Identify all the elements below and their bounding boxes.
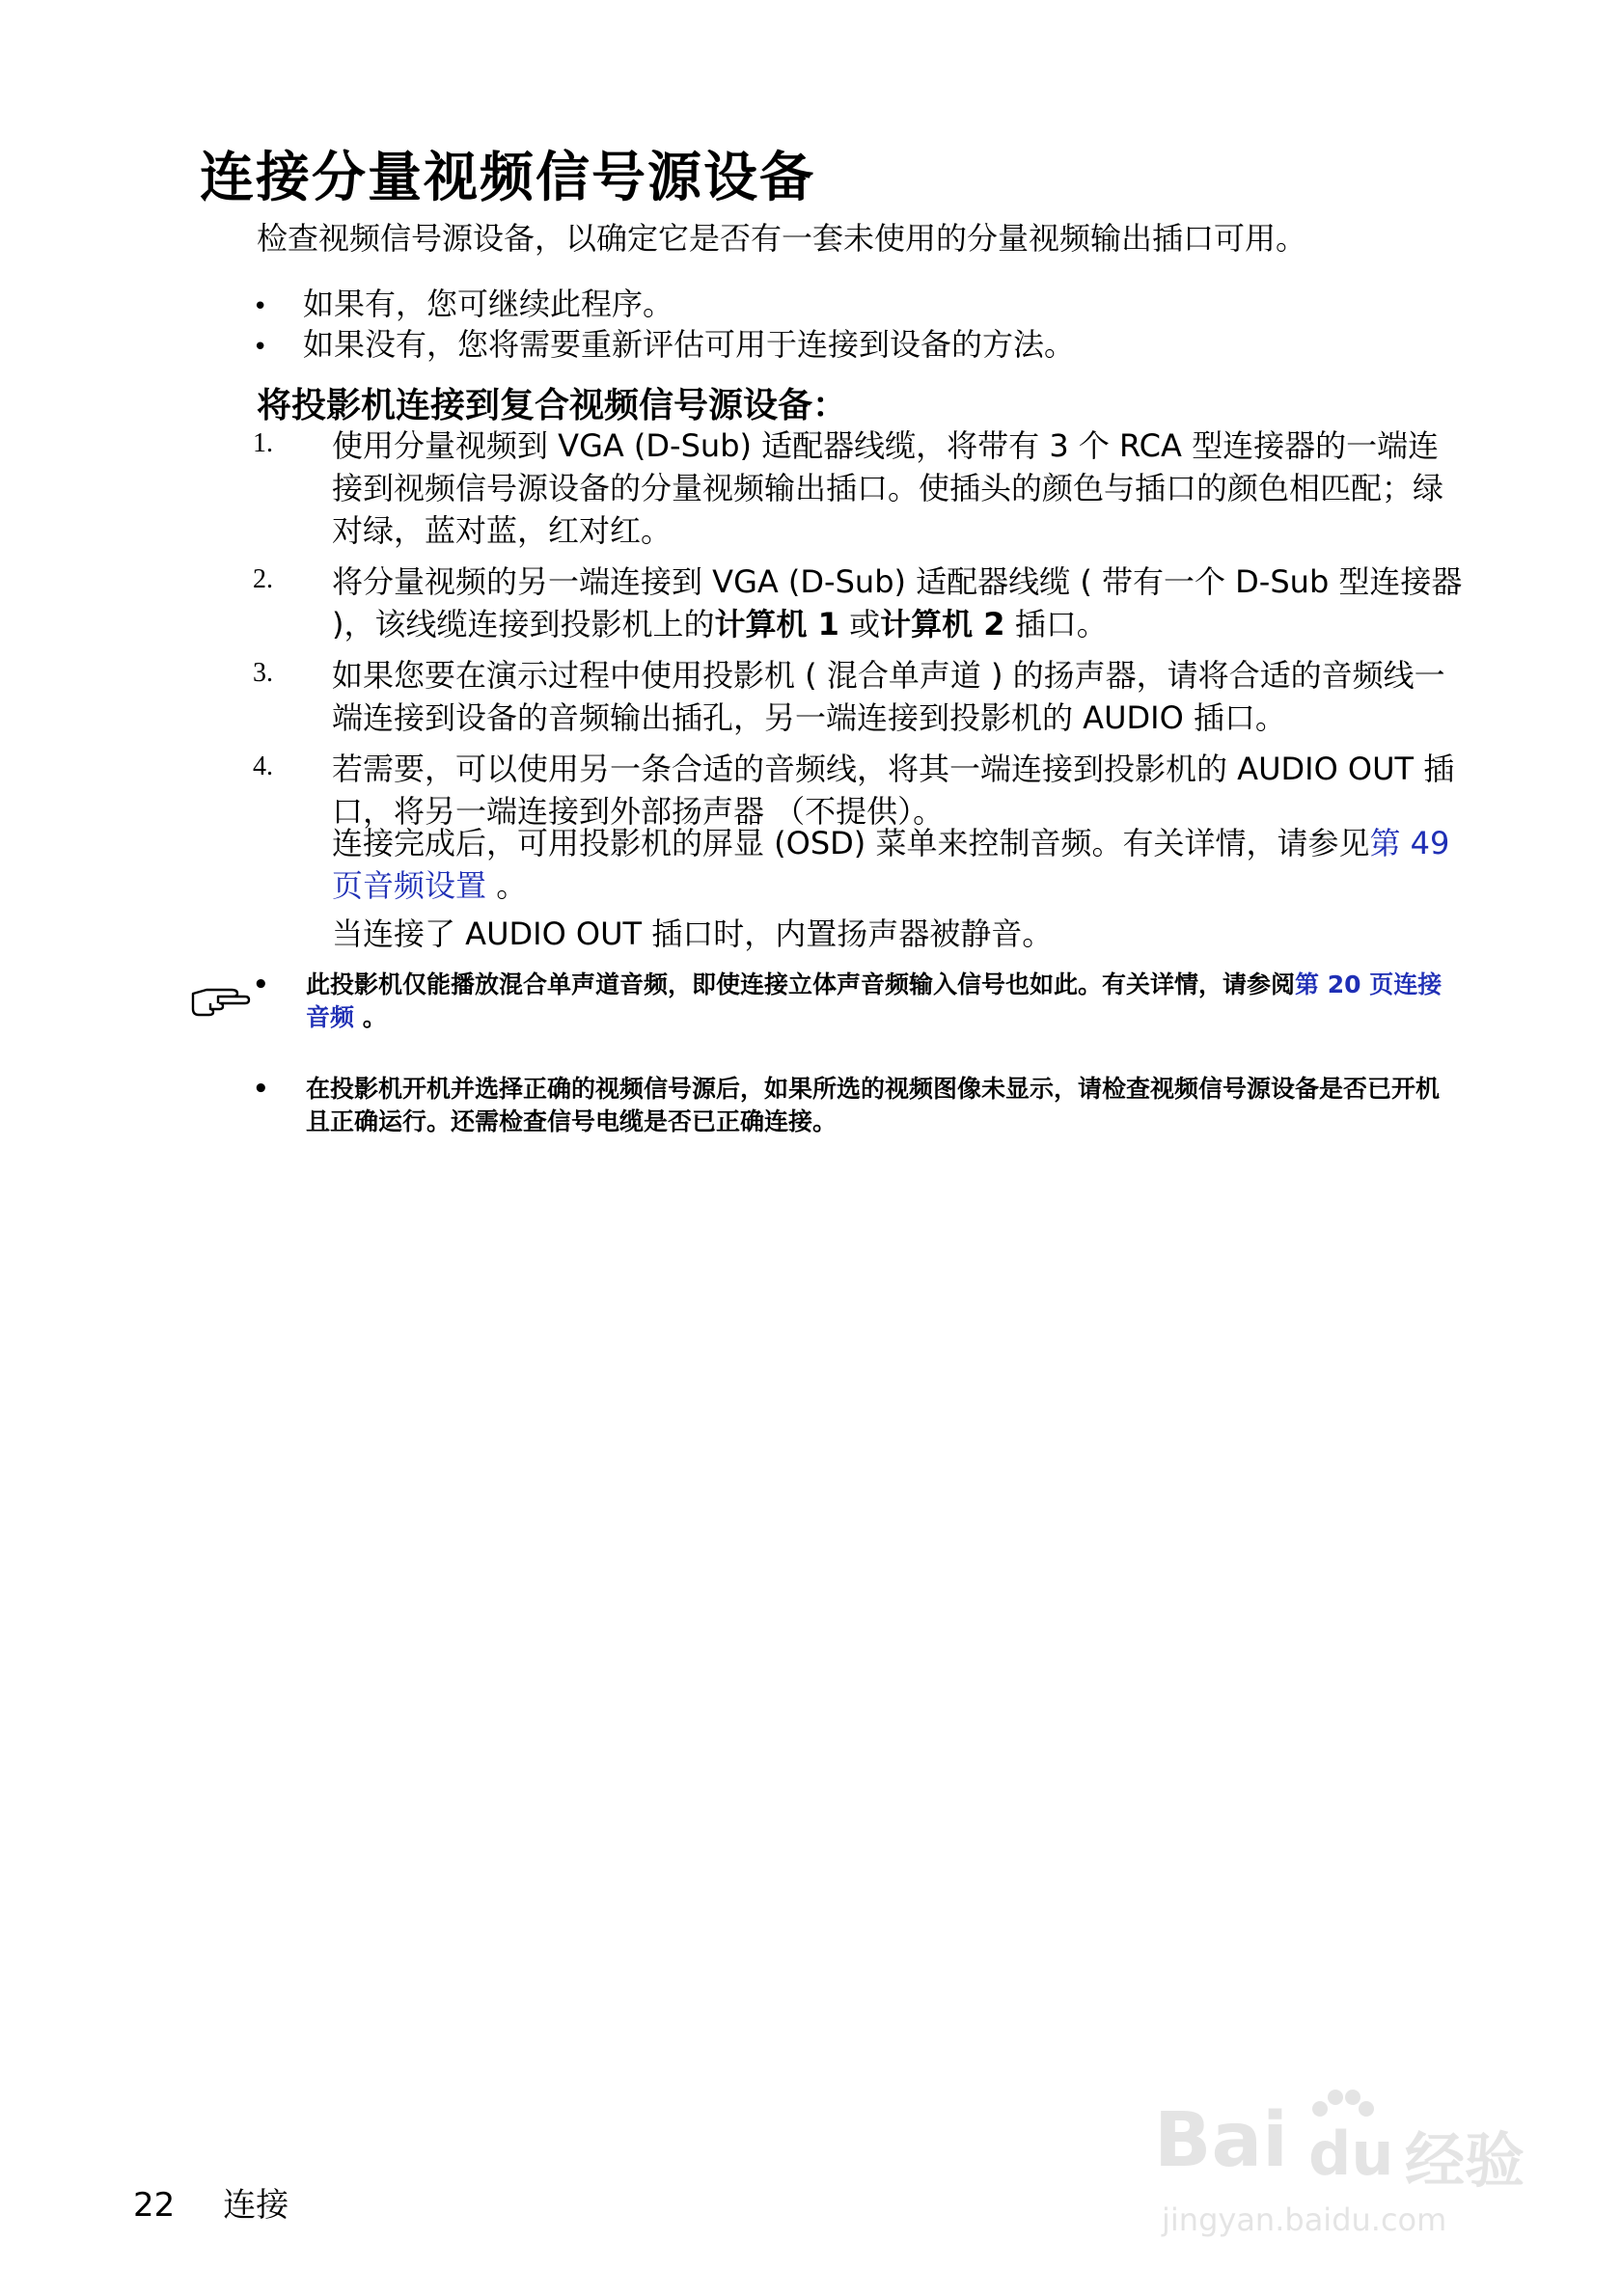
footer-section: 连接 xyxy=(223,2186,289,2225)
steps-list xyxy=(253,424,1469,841)
mute-note: 当连接了 AUDIO OUT 插口时，内置扬声器被静音。 xyxy=(332,916,1054,952)
page-footer xyxy=(133,2178,288,2226)
step-text: 若需要，可以使用另一条合适的音频线，将其一端连接到投影机的 AUDIO OUT 插口，将另一端连接到外部扬声器 （不提供）。 xyxy=(332,751,1455,830)
page-title: 连接分量视频信号源设备 xyxy=(200,147,815,209)
step-number: 3. xyxy=(253,658,273,688)
step-number: 1. xyxy=(253,428,273,458)
note-item xyxy=(253,1073,1459,1138)
step-text: 如果您要在演示过程中使用投影机 ( 混合单声道 ) 的扬声器，请将合适的音频线一端连接到设备的音频输出插孔，另一端连接到投影机的 AUDIO 插口。 xyxy=(332,657,1445,736)
bullet-text: 如果有，您可继续此程序。 xyxy=(303,286,674,322)
computer-1-label: 计算机 1 xyxy=(714,606,839,642)
step-text: 将分量视频的另一端连接到 VGA (D-Sub) 适配器线缆 ( 带有一个 D-Sub 型连接器 )，该线缆连接到投影机上的计算机 1 或计算机 2 插口。 xyxy=(332,563,1463,642)
note-item xyxy=(253,969,1459,1034)
baidu-watermark: Bai du 经验 jingyan.baidu.com xyxy=(1154,2088,1540,2242)
computer-2-label: 计算机 2 xyxy=(880,606,1005,642)
step-text: 使用分量视频到 VGA (D-Sub) 适配器线缆，将带有 3 个 RCA 型连接器的一端连接到视频信号源设备的分量视频输出插口。使插头的颜色与插口的颜色相匹配；绿对绿，蓝对蓝，红对红。 xyxy=(332,427,1444,549)
bullet-icon: • xyxy=(253,970,269,999)
audio-settings-link[interactable]: 第 49 页音频设置 xyxy=(332,825,1450,904)
after-steps-paragraph: 连接完成后，可用投影机的屏显 (OSD) 菜单来控制音频。有关详情，请参见第 49 页音频设置 。 xyxy=(332,825,1450,904)
step-item xyxy=(253,424,1469,552)
bullet-icon: • xyxy=(253,292,268,321)
step-number: 2. xyxy=(253,564,273,594)
pointing-hand-icon xyxy=(189,980,253,1019)
note-text: 在投影机开机并选择正确的视频信号源后，如果所选的视频图像未显示，请检查视频信号源设备是否已开机且正确运行。还需检查信号电缆是否已正确连接。 xyxy=(306,1075,1441,1135)
notes-list xyxy=(253,969,1459,1138)
intro-paragraph: 检查视频信号源设备，以确定它是否有一套未使用的分量视频输出插口可用。 xyxy=(257,220,1307,257)
step-item xyxy=(253,654,1469,739)
bullet-icon: • xyxy=(253,1075,269,1104)
page-number: 22 xyxy=(133,2186,176,2225)
bullet-text: 如果没有，您将需要重新评估可用于连接到设备的方法。 xyxy=(303,326,1076,363)
step-item xyxy=(253,560,1469,645)
connect-audio-link[interactable]: 第 20 页连接音频 xyxy=(306,970,1442,1031)
list-item xyxy=(253,280,673,324)
step-item xyxy=(253,748,1469,833)
note-text: 此投影机仅能播放混合单声道音频，即使连接立体声音频输入信号也如此。有关详情，请参阅第 20 页连接音频 。 xyxy=(306,970,1442,1031)
bullet-icon: • xyxy=(253,333,268,362)
step-number: 4. xyxy=(253,752,273,781)
section-subheading: 将投影机连接到复合视频信号源设备： xyxy=(257,386,848,425)
list-item xyxy=(253,320,1075,365)
